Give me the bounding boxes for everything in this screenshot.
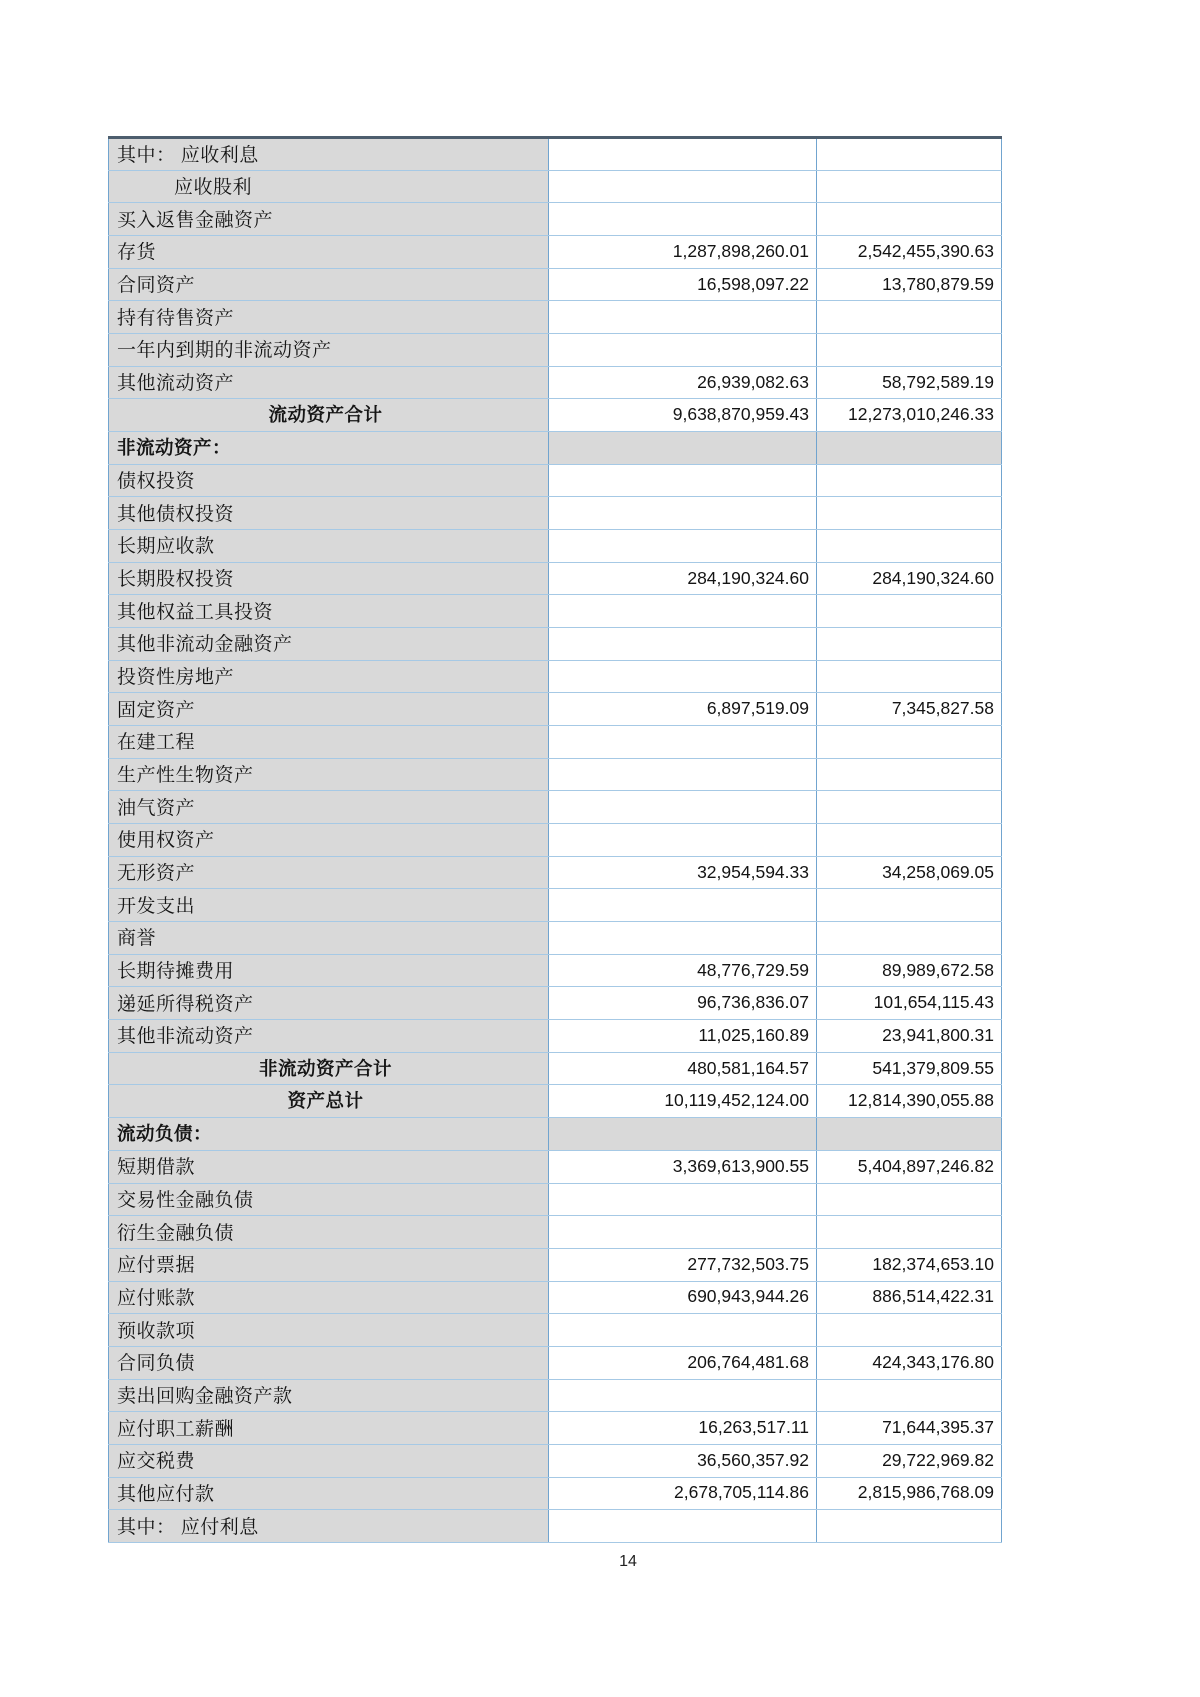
- table-row: [109, 1118, 1002, 1151]
- row-label: 递延所得税资产: [109, 987, 549, 1020]
- table-row: [109, 1020, 1002, 1053]
- row-label: 流动负债：: [109, 1118, 549, 1151]
- table-row: [109, 236, 1002, 269]
- row-label: 合同资产: [109, 268, 549, 301]
- value-current-period: [549, 497, 817, 530]
- value-current-period: 96,736,836.07: [549, 987, 817, 1020]
- row-label: 商誉: [109, 922, 549, 955]
- value-prior-period: [817, 758, 1002, 791]
- value-prior-period: [817, 726, 1002, 759]
- table-row: [109, 1281, 1002, 1314]
- value-current-period: 11,025,160.89: [549, 1020, 817, 1053]
- table-row: [109, 824, 1002, 857]
- table-row: [109, 464, 1002, 497]
- value-prior-period: [817, 464, 1002, 497]
- value-current-period: [549, 824, 817, 857]
- value-prior-period: [817, 1216, 1002, 1249]
- value-current-period: 26,939,082.63: [549, 366, 817, 399]
- value-prior-period: [817, 791, 1002, 824]
- row-label: 持有待售资产: [109, 301, 549, 334]
- value-prior-period: [817, 301, 1002, 334]
- table-row: [109, 856, 1002, 889]
- value-current-period: 32,954,594.33: [549, 856, 817, 889]
- table-row: [109, 1085, 1002, 1118]
- value-prior-period: [817, 1118, 1002, 1151]
- value-prior-period: [817, 1314, 1002, 1347]
- value-current-period: 277,732,503.75: [549, 1248, 817, 1281]
- value-current-period: [549, 170, 817, 203]
- value-current-period: [549, 1379, 817, 1412]
- table-row: [109, 497, 1002, 530]
- balance-sheet-table: [108, 136, 1002, 1543]
- value-current-period: 10,119,452,124.00: [549, 1085, 817, 1118]
- table-row: [109, 399, 1002, 432]
- value-current-period: [549, 595, 817, 628]
- table-row: [109, 889, 1002, 922]
- table-row: [109, 1379, 1002, 1412]
- table-row: [109, 1216, 1002, 1249]
- value-prior-period: [817, 824, 1002, 857]
- value-prior-period: [817, 660, 1002, 693]
- value-prior-period: 71,644,395.37: [817, 1412, 1002, 1445]
- row-label: 预收款项: [109, 1314, 549, 1347]
- value-prior-period: 886,514,422.31: [817, 1281, 1002, 1314]
- value-prior-period: [817, 1183, 1002, 1216]
- value-current-period: 2,678,705,114.86: [549, 1477, 817, 1510]
- value-prior-period: [817, 628, 1002, 661]
- value-prior-period: 182,374,653.10: [817, 1248, 1002, 1281]
- value-prior-period: [817, 170, 1002, 203]
- value-current-period: [549, 203, 817, 236]
- value-current-period: [549, 1314, 817, 1347]
- table-row: [109, 530, 1002, 563]
- row-label: 长期股权投资: [109, 562, 549, 595]
- row-label: 其中： 应付利息: [109, 1510, 549, 1543]
- table-row: [109, 1412, 1002, 1445]
- row-label: 债权投资: [109, 464, 549, 497]
- row-label: 买入返售金融资产: [109, 203, 549, 236]
- table-row: [109, 1150, 1002, 1183]
- value-current-period: [549, 301, 817, 334]
- value-current-period: [549, 1510, 817, 1543]
- row-label: 固定资产: [109, 693, 549, 726]
- table-row: [109, 1314, 1002, 1347]
- value-prior-period: 541,379,809.55: [817, 1052, 1002, 1085]
- row-label: 其中： 应收利息: [109, 138, 549, 171]
- table-row: [109, 791, 1002, 824]
- row-label: 衍生金融负债: [109, 1216, 549, 1249]
- row-label: 长期应收款: [109, 530, 549, 563]
- table-row: [109, 660, 1002, 693]
- table-row: [109, 1444, 1002, 1477]
- value-prior-period: 89,989,672.58: [817, 954, 1002, 987]
- row-label: 其他权益工具投资: [109, 595, 549, 628]
- value-current-period: 6,897,519.09: [549, 693, 817, 726]
- table-row: [109, 1183, 1002, 1216]
- table-row: [109, 628, 1002, 661]
- row-label: 合同负债: [109, 1346, 549, 1379]
- value-current-period: 1,287,898,260.01: [549, 236, 817, 269]
- row-label: 应付账款: [109, 1281, 549, 1314]
- table-row: [109, 432, 1002, 465]
- value-prior-period: 2,815,986,768.09: [817, 1477, 1002, 1510]
- value-current-period: 9,638,870,959.43: [549, 399, 817, 432]
- table-row: [109, 758, 1002, 791]
- value-current-period: 480,581,164.57: [549, 1052, 817, 1085]
- value-prior-period: [817, 530, 1002, 563]
- row-label: 其他非流动资产: [109, 1020, 549, 1053]
- row-label: 其他应付款: [109, 1477, 549, 1510]
- value-current-period: 206,764,481.68: [549, 1346, 817, 1379]
- value-prior-period: 7,345,827.58: [817, 693, 1002, 726]
- value-prior-period: [817, 432, 1002, 465]
- row-label: 在建工程: [109, 726, 549, 759]
- row-label: 短期借款: [109, 1150, 549, 1183]
- row-label: 资产总计: [109, 1085, 549, 1118]
- table-row: [109, 987, 1002, 1020]
- value-current-period: [549, 432, 817, 465]
- row-label: 油气资产: [109, 791, 549, 824]
- value-current-period: [549, 791, 817, 824]
- value-current-period: [549, 660, 817, 693]
- table-row: [109, 170, 1002, 203]
- value-current-period: [549, 726, 817, 759]
- value-current-period: [549, 889, 817, 922]
- table-row: [109, 301, 1002, 334]
- table-row: [109, 726, 1002, 759]
- table-row: [109, 1477, 1002, 1510]
- row-label: 交易性金融负债: [109, 1183, 549, 1216]
- table-row: [109, 1510, 1002, 1543]
- value-current-period: [549, 1183, 817, 1216]
- row-label: 存货: [109, 236, 549, 269]
- table-row: [109, 1248, 1002, 1281]
- table-row: [109, 138, 1002, 171]
- row-label: 应交税费: [109, 1444, 549, 1477]
- value-current-period: [549, 334, 817, 367]
- page-number: 14: [619, 1553, 637, 1570]
- value-current-period: 284,190,324.60: [549, 562, 817, 595]
- value-current-period: 690,943,944.26: [549, 1281, 817, 1314]
- value-prior-period: [817, 334, 1002, 367]
- row-label: 使用权资产: [109, 824, 549, 857]
- value-prior-period: 23,941,800.31: [817, 1020, 1002, 1053]
- value-current-period: [549, 758, 817, 791]
- row-label: 生产性生物资产: [109, 758, 549, 791]
- value-prior-period: 12,273,010,246.33: [817, 399, 1002, 432]
- value-prior-period: [817, 922, 1002, 955]
- table-row: [109, 595, 1002, 628]
- row-label: 其他非流动金融资产: [109, 628, 549, 661]
- value-current-period: [549, 628, 817, 661]
- value-prior-period: [817, 497, 1002, 530]
- value-prior-period: 284,190,324.60: [817, 562, 1002, 595]
- row-label: 应收股利: [109, 170, 549, 203]
- table-row: [109, 203, 1002, 236]
- row-label: 卖出回购金融资产款: [109, 1379, 549, 1412]
- row-label: 开发支出: [109, 889, 549, 922]
- table-row: [109, 1052, 1002, 1085]
- table-row: [109, 562, 1002, 595]
- value-current-period: [549, 138, 817, 171]
- value-current-period: 36,560,357.92: [549, 1444, 817, 1477]
- value-prior-period: 29,722,969.82: [817, 1444, 1002, 1477]
- value-current-period: 48,776,729.59: [549, 954, 817, 987]
- table-row: [109, 334, 1002, 367]
- value-prior-period: 58,792,589.19: [817, 366, 1002, 399]
- value-current-period: [549, 464, 817, 497]
- row-label: 无形资产: [109, 856, 549, 889]
- value-current-period: [549, 922, 817, 955]
- value-prior-period: [817, 138, 1002, 171]
- value-current-period: 16,598,097.22: [549, 268, 817, 301]
- value-prior-period: [817, 203, 1002, 236]
- value-prior-period: [817, 1510, 1002, 1543]
- value-prior-period: 5,404,897,246.82: [817, 1150, 1002, 1183]
- table-row: [109, 693, 1002, 726]
- value-current-period: 16,263,517.11: [549, 1412, 817, 1445]
- value-prior-period: 101,654,115.43: [817, 987, 1002, 1020]
- row-label: 其他流动资产: [109, 366, 549, 399]
- value-prior-period: 34,258,069.05: [817, 856, 1002, 889]
- row-label: 应付职工薪酬: [109, 1412, 549, 1445]
- value-current-period: [549, 1118, 817, 1151]
- row-label: 流动资产合计: [109, 399, 549, 432]
- value-prior-period: [817, 595, 1002, 628]
- table-body: [109, 138, 1002, 1543]
- table-row: [109, 954, 1002, 987]
- value-prior-period: 12,814,390,055.88: [817, 1085, 1002, 1118]
- value-prior-period: 13,780,879.59: [817, 268, 1002, 301]
- row-label: 一年内到期的非流动资产: [109, 334, 549, 367]
- row-label: 其他债权投资: [109, 497, 549, 530]
- table-row: [109, 922, 1002, 955]
- table-row: [109, 1346, 1002, 1379]
- table-row: [109, 366, 1002, 399]
- row-label: 非流动资产：: [109, 432, 549, 465]
- value-prior-period: [817, 1379, 1002, 1412]
- table-row: [109, 268, 1002, 301]
- value-prior-period: 2,542,455,390.63: [817, 236, 1002, 269]
- value-current-period: [549, 530, 817, 563]
- row-label: 应付票据: [109, 1248, 549, 1281]
- row-label: 长期待摊费用: [109, 954, 549, 987]
- row-label: 非流动资产合计: [109, 1052, 549, 1085]
- value-current-period: 3,369,613,900.55: [549, 1150, 817, 1183]
- value-current-period: [549, 1216, 817, 1249]
- value-prior-period: 424,343,176.80: [817, 1346, 1002, 1379]
- value-prior-period: [817, 889, 1002, 922]
- row-label: 投资性房地产: [109, 660, 549, 693]
